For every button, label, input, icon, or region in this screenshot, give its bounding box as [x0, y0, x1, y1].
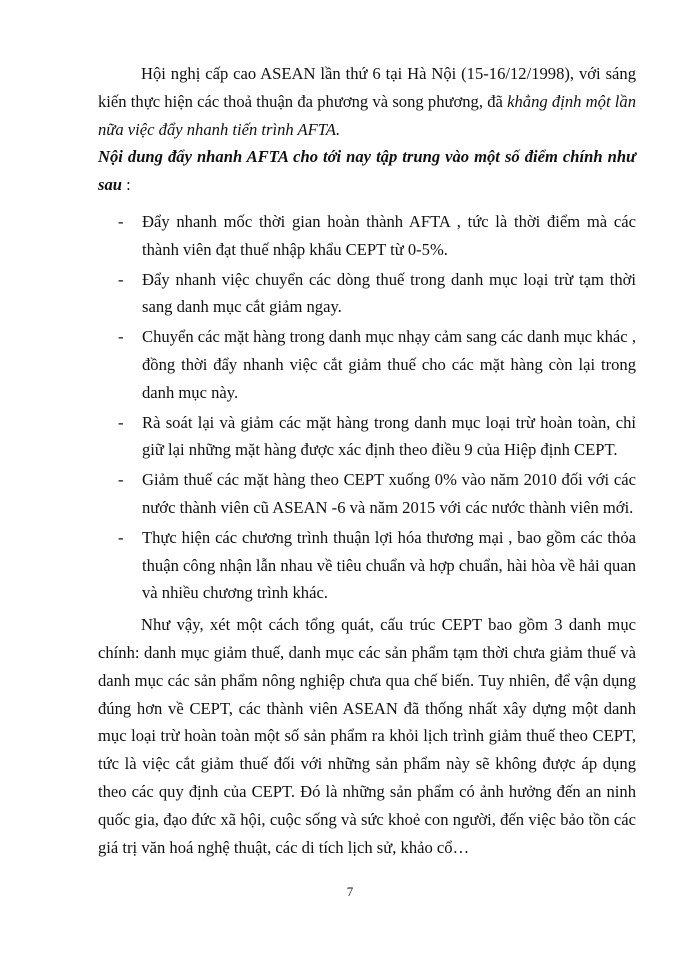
intro-text: Hội nghị cấp cao ASEAN lần thứ 6 tại Hà Nội (15-16/12/1998), với sáng kiến thực hiện các thoả thuận đa phương và song phương, đã — [98, 64, 636, 111]
list-item — [98, 466, 636, 522]
list-item — [98, 323, 636, 406]
list-item-text: Đẩy nhanh mốc thời gian hoàn thành AFTA , tức là thời điểm mà các thành viên đạt thuế nhập khẩu CEPT từ 0-5%. — [142, 211, 636, 259]
list-item — [98, 409, 636, 465]
list-item-text: Giảm thuế các mặt hàng theo CEPT xuống 0% vào năm 2010 đối với các nước thành viên cũ ASEAN -6 và năm 2015 với các nước thành viên mới. — [142, 470, 636, 517]
intro-paragraph — [98, 60, 636, 143]
bullet-marker: - — [118, 412, 124, 432]
intro-emphasis: khẳng định một lần nữa việc đẩy nhanh tiến trình AFTA. — [98, 91, 636, 139]
list-item-text: Rà soát lại và giảm các mặt hàng trong danh mục loại trừ hoàn toàn, chỉ giữ lại những mặt hàng được xác định theo điều 9 của Hiệp định CEPT. — [142, 412, 636, 460]
document-page — [98, 60, 636, 861]
closing-paragraph: Như vậy, xét một cách tổng quát, cấu trúc CEPT bao gồm 3 danh mục chính: danh mục giảm thuế, danh mục các sản phẩm tạm thời chưa giảm thuế và danh mục các sản phẩm nông nghiệp chưa qua chế biến. Tuy nhiên, để vận dụng đúng hơn về CEPT, các thành viên ASEAN đã thống nhất xây dựng một danh mục loại trừ hoàn toàn một số sản phẩm ra khỏi lịch trình giảm thuế theo CEPT, tức là việc cắt giảm thuế đối với những sản phẩm này sẽ không được áp dụng theo các quy định của CEPT. Đó là những sản phẩm có ảnh hưởng đến an ninh quốc gia, đạo đức xã hội, cuộc sống và sức khoẻ con người, đến việc bảo tồn các giá trị văn hoá nghệ thuật, các di tích lịch sử, khảo cổ… — [98, 615, 636, 857]
bullet-list — [98, 208, 636, 607]
bullet-marker: - — [118, 327, 124, 347]
list-item — [98, 208, 636, 264]
bullet-marker: - — [118, 211, 124, 231]
section-heading-text: Nội dung đẩy nhanh AFTA cho tới nay tập trung vào một số điểm chính như sau — [98, 147, 636, 195]
list-item — [98, 266, 636, 322]
section-heading-colon: : — [121, 175, 131, 195]
page-number: 7 — [346, 884, 354, 899]
bullet-marker: - — [118, 470, 124, 490]
list-item-text: Chuyển các mặt hàng trong danh mục nhạy cảm sang các danh mục khác , đồng thời đẩy nhanh việc cắt giảm thuế cho các mặt hàng còn lại trong danh mục này. — [142, 327, 636, 402]
section-heading — [98, 143, 636, 199]
bullet-marker: - — [118, 269, 124, 289]
bullet-marker: - — [118, 527, 124, 547]
list-item-text: Thực hiện các chương trình thuận lợi hóa thương mại , bao gồm các thỏa thuận công nhận lẫn nhau về tiêu chuẩn và hợp chuẩn, hài hòa về hải quan và nhiều chương trình khác. — [142, 527, 636, 603]
list-item-text: Đẩy nhanh việc chuyển các dòng thuế trong danh mục loại trừ tạm thời sang danh mục cắt giảm ngay. — [142, 269, 636, 317]
list-item — [98, 524, 636, 607]
